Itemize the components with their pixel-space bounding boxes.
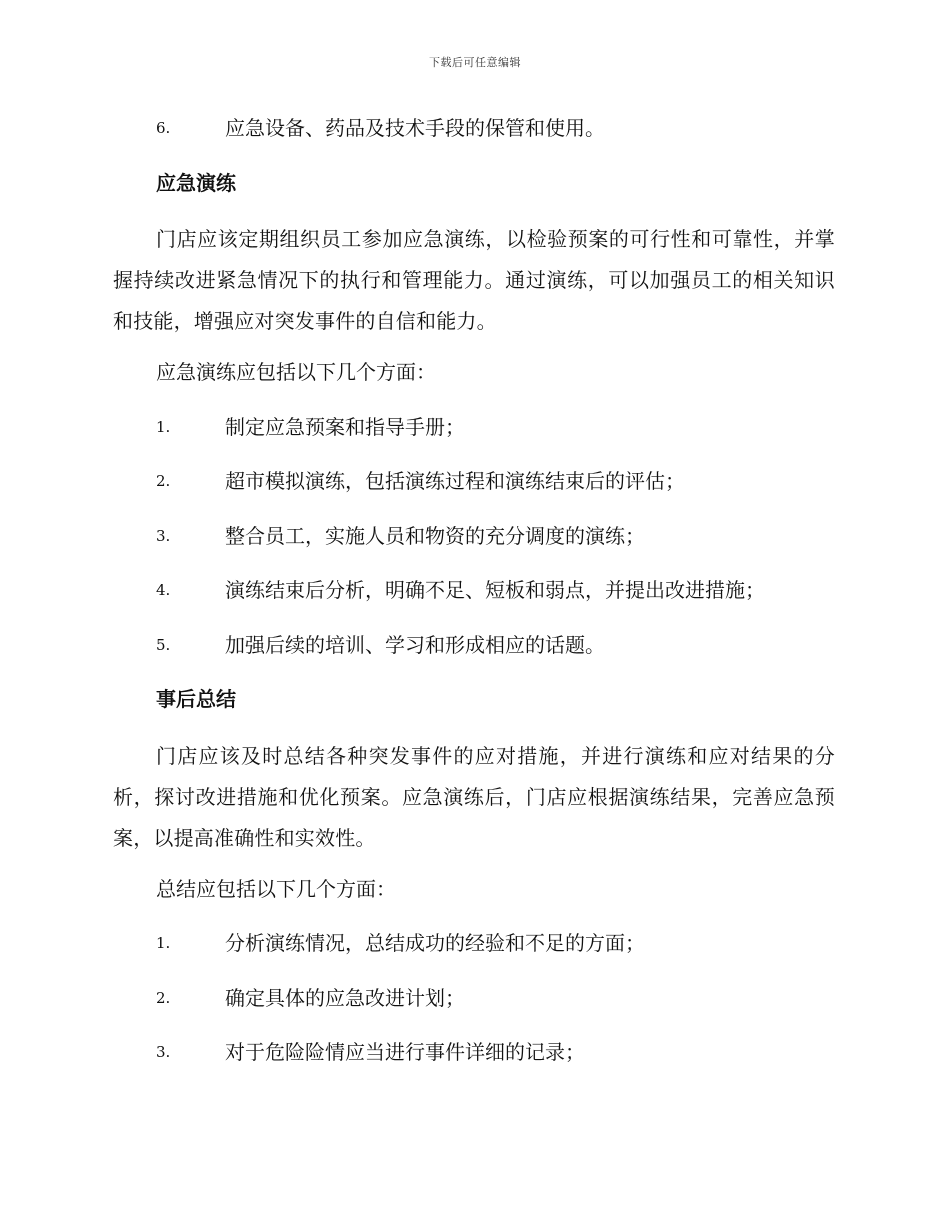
list-item [113,980,835,1016]
list-number: 3. [156,526,171,545]
list-item [113,1034,835,1070]
list-text: 超市模拟演练，包括演练过程和演练结束后的评估； [225,469,685,493]
list-text: 确定具体的应急改进计划； [225,985,465,1010]
section-heading-summary: 事后总结 [156,687,236,711]
list-number: 4. [156,581,171,599]
page-header: 下载后可任意编辑 [429,56,521,69]
summary-paragraph: 门店应该及时总结各种突发事件的应对措施，并进行演练和应对结果的分析，探讨改进措施和优化预案。应急演练后，门店应根据演练结果，完善应急预案，以提高准确性和实效性。 [113,743,835,850]
drill-list-intro: 应急演练应包括以下几个方面： [156,360,436,384]
list-number: 1. [156,417,171,436]
list-item [113,627,835,663]
list-number: 5. [156,635,171,654]
list-item [113,409,835,445]
list-text: 分析演练情况，总结成功的经验和不足的方面； [225,931,645,955]
list-text: 整合员工，实施人员和物资的充分调度的演练； [225,523,645,548]
list-text: 应急设备、药品及技术手段的保管和使用。 [225,116,605,140]
list-number: 2. [156,988,171,1007]
list-text: 加强后续的培训、学习和形成相应的话题。 [225,632,605,657]
list-text: 对于危险险情应当进行事件详细的记录； [225,1040,585,1064]
drill-paragraph: 门店应该定期组织员工参加应急演练，以检验预案的可行性和可靠性，并掌握持续改进紧急情况下的执行和管理能力。通过演练，可以加强员工的相关知识和技能，增强应对突发事件的自信和能力。 [113,227,835,333]
document-body [113,110,835,1089]
list-item [113,518,835,554]
list-number: 6. [156,119,171,137]
list-item [113,463,835,499]
list-item [113,110,835,146]
list-item [113,925,835,961]
list-number: 3. [156,1043,171,1061]
list-text: 演练结束后分析，明确不足、短板和弱点，并提出改进措施； [225,578,765,602]
list-number: 2. [156,472,171,490]
section-heading-drill: 应急演练 [156,170,236,195]
list-item [113,572,835,608]
list-text: 制定应急预案和指导手册； [225,414,465,439]
list-number: 1. [156,934,171,952]
summary-list-intro: 总结应包括以下几个方面： [156,876,396,901]
